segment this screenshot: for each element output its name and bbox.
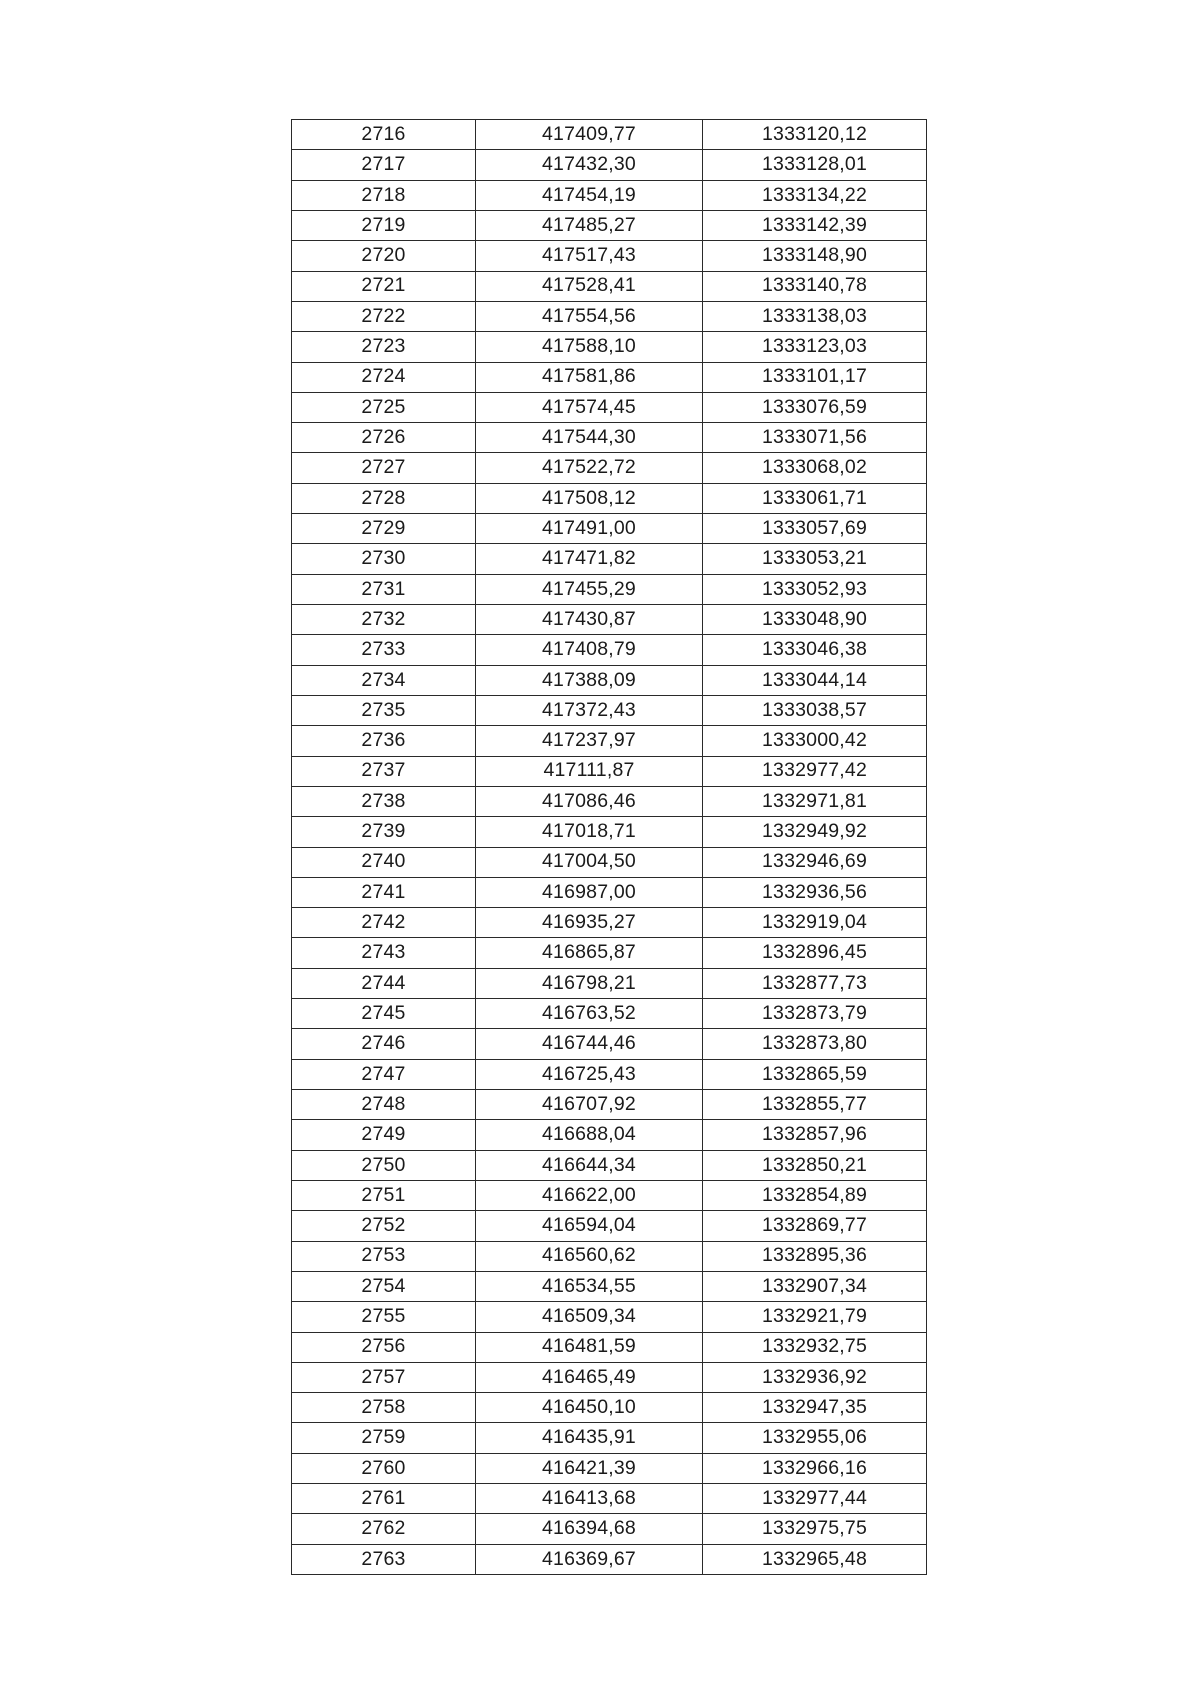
table-row — [292, 1150, 927, 1180]
point-number-cell: 2763 — [292, 1544, 476, 1574]
point-number-cell: 2751 — [292, 1180, 476, 1210]
table-row — [292, 483, 927, 513]
x-coordinate-cell: 416707,92 — [476, 1090, 703, 1120]
table-row — [292, 1423, 927, 1453]
x-coordinate-cell: 417409,77 — [476, 120, 703, 150]
x-coordinate-cell: 416413,68 — [476, 1484, 703, 1514]
table-row — [292, 786, 927, 816]
point-number-cell: 2759 — [292, 1423, 476, 1453]
table-row — [292, 301, 927, 331]
table-row — [292, 1453, 927, 1483]
point-number-cell: 2722 — [292, 301, 476, 331]
point-number-cell: 2729 — [292, 514, 476, 544]
point-number-cell: 2719 — [292, 210, 476, 240]
point-number-cell: 2762 — [292, 1514, 476, 1544]
table-row — [292, 362, 927, 392]
y-coordinate-cell: 1332949,92 — [703, 817, 927, 847]
table-row — [292, 1302, 927, 1332]
x-coordinate-cell: 416509,34 — [476, 1302, 703, 1332]
point-number-cell: 2757 — [292, 1362, 476, 1392]
point-number-cell: 2761 — [292, 1484, 476, 1514]
table-row — [292, 453, 927, 483]
table-row — [292, 1029, 927, 1059]
point-number-cell: 2736 — [292, 726, 476, 756]
table-row — [292, 514, 927, 544]
x-coordinate-cell: 417485,27 — [476, 210, 703, 240]
y-coordinate-cell: 1333101,17 — [703, 362, 927, 392]
point-number-cell: 2754 — [292, 1271, 476, 1301]
y-coordinate-cell: 1332921,79 — [703, 1302, 927, 1332]
table-row — [292, 938, 927, 968]
x-coordinate-cell: 416798,21 — [476, 968, 703, 998]
point-number-cell: 2732 — [292, 605, 476, 635]
table-row — [292, 392, 927, 422]
y-coordinate-cell: 1333123,03 — [703, 332, 927, 362]
y-coordinate-cell: 1332965,48 — [703, 1544, 927, 1574]
point-number-cell: 2720 — [292, 241, 476, 271]
point-number-cell: 2748 — [292, 1090, 476, 1120]
table-row — [292, 271, 927, 301]
point-number-cell: 2744 — [292, 968, 476, 998]
point-number-cell: 2755 — [292, 1302, 476, 1332]
x-coordinate-cell: 417408,79 — [476, 635, 703, 665]
y-coordinate-cell: 1332947,35 — [703, 1393, 927, 1423]
y-coordinate-cell: 1333076,59 — [703, 392, 927, 422]
point-number-cell: 2746 — [292, 1029, 476, 1059]
point-number-cell: 2724 — [292, 362, 476, 392]
point-number-cell: 2753 — [292, 1241, 476, 1271]
y-coordinate-cell: 1332971,81 — [703, 786, 927, 816]
table-row — [292, 665, 927, 695]
y-coordinate-cell: 1332977,42 — [703, 756, 927, 786]
table-row — [292, 968, 927, 998]
table-row — [292, 544, 927, 574]
table-row — [292, 1241, 927, 1271]
y-coordinate-cell: 1332966,16 — [703, 1453, 927, 1483]
y-coordinate-cell: 1332855,77 — [703, 1090, 927, 1120]
point-number-cell: 2756 — [292, 1332, 476, 1362]
x-coordinate-cell: 417388,09 — [476, 665, 703, 695]
y-coordinate-cell: 1332936,92 — [703, 1362, 927, 1392]
y-coordinate-cell: 1333128,01 — [703, 150, 927, 180]
y-coordinate-cell: 1333142,39 — [703, 210, 927, 240]
table-row — [292, 1180, 927, 1210]
table-row — [292, 210, 927, 240]
point-number-cell: 2741 — [292, 877, 476, 907]
table-row — [292, 423, 927, 453]
point-number-cell: 2752 — [292, 1211, 476, 1241]
point-number-cell: 2733 — [292, 635, 476, 665]
point-number-cell: 2738 — [292, 786, 476, 816]
point-number-cell: 2717 — [292, 150, 476, 180]
x-coordinate-cell: 417574,45 — [476, 392, 703, 422]
y-coordinate-cell: 1333134,22 — [703, 180, 927, 210]
table-row — [292, 695, 927, 725]
point-number-cell: 2750 — [292, 1150, 476, 1180]
x-coordinate-cell: 417508,12 — [476, 483, 703, 513]
x-coordinate-cell: 417554,56 — [476, 301, 703, 331]
x-coordinate-cell: 417471,82 — [476, 544, 703, 574]
x-coordinate-cell: 416369,67 — [476, 1544, 703, 1574]
table-row — [292, 1120, 927, 1150]
point-number-cell: 2742 — [292, 908, 476, 938]
x-coordinate-cell: 416481,59 — [476, 1332, 703, 1362]
table-row — [292, 908, 927, 938]
y-coordinate-cell: 1333044,14 — [703, 665, 927, 695]
point-number-cell: 2734 — [292, 665, 476, 695]
table-row — [292, 847, 927, 877]
y-coordinate-cell: 1333120,12 — [703, 120, 927, 150]
x-coordinate-cell: 417588,10 — [476, 332, 703, 362]
x-coordinate-cell: 416644,34 — [476, 1150, 703, 1180]
point-number-cell: 2721 — [292, 271, 476, 301]
y-coordinate-cell: 1332869,77 — [703, 1211, 927, 1241]
point-number-cell: 2723 — [292, 332, 476, 362]
point-number-cell: 2731 — [292, 574, 476, 604]
x-coordinate-cell: 417018,71 — [476, 817, 703, 847]
point-number-cell: 2728 — [292, 483, 476, 513]
table-row — [292, 1544, 927, 1574]
x-coordinate-cell: 416725,43 — [476, 1059, 703, 1089]
point-number-cell: 2716 — [292, 120, 476, 150]
point-number-cell: 2740 — [292, 847, 476, 877]
table-row — [292, 332, 927, 362]
y-coordinate-cell: 1332873,79 — [703, 999, 927, 1029]
point-number-cell: 2760 — [292, 1453, 476, 1483]
x-coordinate-cell: 416450,10 — [476, 1393, 703, 1423]
x-coordinate-cell: 417432,30 — [476, 150, 703, 180]
y-coordinate-cell: 1333057,69 — [703, 514, 927, 544]
table-row — [292, 1059, 927, 1089]
y-coordinate-cell: 1332873,80 — [703, 1029, 927, 1059]
y-coordinate-cell: 1332975,75 — [703, 1514, 927, 1544]
y-coordinate-cell: 1332857,96 — [703, 1120, 927, 1150]
x-coordinate-cell: 417491,00 — [476, 514, 703, 544]
table-row — [292, 756, 927, 786]
y-coordinate-cell: 1332907,34 — [703, 1271, 927, 1301]
point-number-cell: 2725 — [292, 392, 476, 422]
point-number-cell: 2735 — [292, 695, 476, 725]
y-coordinate-cell: 1332850,21 — [703, 1150, 927, 1180]
table-row — [292, 999, 927, 1029]
x-coordinate-cell: 416763,52 — [476, 999, 703, 1029]
y-coordinate-cell: 1332877,73 — [703, 968, 927, 998]
table-row — [292, 1362, 927, 1392]
table-row — [292, 1090, 927, 1120]
x-coordinate-cell: 416622,00 — [476, 1180, 703, 1210]
table-row — [292, 120, 927, 150]
point-number-cell: 2749 — [292, 1120, 476, 1150]
table-row — [292, 635, 927, 665]
y-coordinate-cell: 1332919,04 — [703, 908, 927, 938]
x-coordinate-cell: 416744,46 — [476, 1029, 703, 1059]
x-coordinate-cell: 416394,68 — [476, 1514, 703, 1544]
y-coordinate-cell: 1333053,21 — [703, 544, 927, 574]
x-coordinate-cell: 417086,46 — [476, 786, 703, 816]
table-row — [292, 574, 927, 604]
x-coordinate-cell: 416560,62 — [476, 1241, 703, 1271]
x-coordinate-cell: 416688,04 — [476, 1120, 703, 1150]
y-coordinate-cell: 1333052,93 — [703, 574, 927, 604]
table-row — [292, 817, 927, 847]
y-coordinate-cell: 1332854,89 — [703, 1180, 927, 1210]
x-coordinate-cell: 416865,87 — [476, 938, 703, 968]
point-number-cell: 2747 — [292, 1059, 476, 1089]
table-row — [292, 180, 927, 210]
table-row — [292, 877, 927, 907]
x-coordinate-cell: 416421,39 — [476, 1453, 703, 1483]
x-coordinate-cell: 417522,72 — [476, 453, 703, 483]
point-number-cell: 2737 — [292, 756, 476, 786]
point-number-cell: 2743 — [292, 938, 476, 968]
y-coordinate-cell: 1333000,42 — [703, 726, 927, 756]
point-number-cell: 2726 — [292, 423, 476, 453]
x-coordinate-cell: 417581,86 — [476, 362, 703, 392]
y-coordinate-cell: 1332955,06 — [703, 1423, 927, 1453]
point-number-cell: 2727 — [292, 453, 476, 483]
y-coordinate-cell: 1333138,03 — [703, 301, 927, 331]
y-coordinate-cell: 1333140,78 — [703, 271, 927, 301]
x-coordinate-cell: 416465,49 — [476, 1362, 703, 1392]
y-coordinate-cell: 1332895,36 — [703, 1241, 927, 1271]
x-coordinate-cell: 417372,43 — [476, 695, 703, 725]
table-row — [292, 1393, 927, 1423]
y-coordinate-cell: 1332932,75 — [703, 1332, 927, 1362]
x-coordinate-cell: 416435,91 — [476, 1423, 703, 1453]
y-coordinate-cell: 1332977,44 — [703, 1484, 927, 1514]
point-number-cell: 2718 — [292, 180, 476, 210]
x-coordinate-cell: 417528,41 — [476, 271, 703, 301]
x-coordinate-cell: 417454,19 — [476, 180, 703, 210]
point-number-cell: 2739 — [292, 817, 476, 847]
point-number-cell: 2758 — [292, 1393, 476, 1423]
table-row — [292, 605, 927, 635]
y-coordinate-cell: 1333061,71 — [703, 483, 927, 513]
table-row — [292, 150, 927, 180]
x-coordinate-cell: 416534,55 — [476, 1271, 703, 1301]
coordinates-table — [291, 119, 927, 1575]
table-row — [292, 1484, 927, 1514]
x-coordinate-cell: 417111,87 — [476, 756, 703, 786]
point-number-cell: 2745 — [292, 999, 476, 1029]
x-coordinate-cell: 416935,27 — [476, 908, 703, 938]
y-coordinate-cell: 1333148,90 — [703, 241, 927, 271]
y-coordinate-cell: 1332865,59 — [703, 1059, 927, 1089]
y-coordinate-cell: 1333048,90 — [703, 605, 927, 635]
point-number-cell: 2730 — [292, 544, 476, 574]
x-coordinate-cell: 417004,50 — [476, 847, 703, 877]
table-row — [292, 241, 927, 271]
table-row — [292, 1514, 927, 1544]
coordinates-table-body — [292, 120, 927, 1575]
y-coordinate-cell: 1333068,02 — [703, 453, 927, 483]
table-row — [292, 726, 927, 756]
x-coordinate-cell: 416987,00 — [476, 877, 703, 907]
table-row — [292, 1271, 927, 1301]
x-coordinate-cell: 417237,97 — [476, 726, 703, 756]
y-coordinate-cell: 1333071,56 — [703, 423, 927, 453]
x-coordinate-cell: 417517,43 — [476, 241, 703, 271]
table-row — [292, 1332, 927, 1362]
x-coordinate-cell: 417455,29 — [476, 574, 703, 604]
x-coordinate-cell: 417544,30 — [476, 423, 703, 453]
x-coordinate-cell: 416594,04 — [476, 1211, 703, 1241]
y-coordinate-cell: 1333046,38 — [703, 635, 927, 665]
y-coordinate-cell: 1332896,45 — [703, 938, 927, 968]
table-row — [292, 1211, 927, 1241]
y-coordinate-cell: 1332946,69 — [703, 847, 927, 877]
x-coordinate-cell: 417430,87 — [476, 605, 703, 635]
y-coordinate-cell: 1332936,56 — [703, 877, 927, 907]
y-coordinate-cell: 1333038,57 — [703, 695, 927, 725]
